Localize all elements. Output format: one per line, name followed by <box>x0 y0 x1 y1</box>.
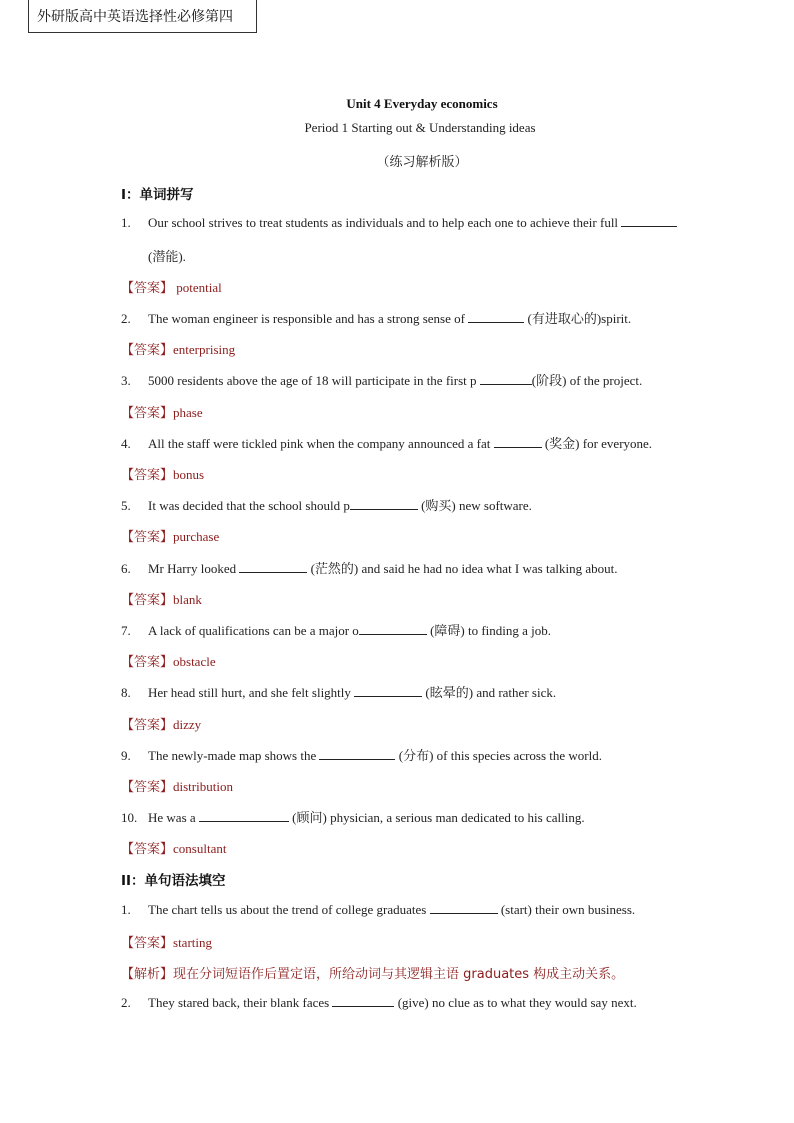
analysis-tag: 【解析】 <box>121 967 174 982</box>
question-text: They stared back, their blank faces <box>148 995 333 1010</box>
answer-tag: 【答案】 <box>121 718 174 733</box>
answer-tag: 【答案】 <box>121 530 174 545</box>
question-text: A lack of qualifications can be a major o <box>148 623 359 638</box>
grammar-answer-1 <box>121 932 212 951</box>
question-number: 10. <box>121 810 138 825</box>
answer-text: dizzy <box>173 717 202 732</box>
answer-text: purchase <box>173 529 220 544</box>
answer-tag: 【答案】 <box>121 406 174 421</box>
answer-10 <box>121 838 226 857</box>
version-label: （练习解析版） <box>376 155 468 170</box>
question-text: Mr Harry looked <box>148 561 240 576</box>
question-text-end: (阶段) of the project. <box>531 373 643 388</box>
question-2 <box>121 308 631 327</box>
question-text-end: (障碍) to finding a job. <box>426 623 552 638</box>
answer-text: starting <box>173 935 213 950</box>
answer-text: bonus <box>173 467 205 482</box>
answer-7 <box>121 651 216 670</box>
answer-tag: 【答案】 <box>121 593 174 608</box>
question-number: 6. <box>121 561 131 576</box>
answer-text: enterprising <box>173 342 236 357</box>
question-3 <box>121 370 642 389</box>
question-text-end: (茫然的) and said he had no idea what I was talking about. <box>307 561 618 576</box>
answer-blank <box>494 435 542 448</box>
answer-tag: 【答案】 <box>121 468 174 483</box>
answer-text: consultant <box>173 841 227 856</box>
question-text: 5000 residents above the age of 18 will participate in the first p <box>148 373 480 388</box>
answer-blank <box>350 497 418 510</box>
question-number: 9. <box>121 748 131 763</box>
question-8 <box>121 682 556 701</box>
answer-blank <box>621 214 677 227</box>
question-9 <box>121 745 602 764</box>
grammar-analysis-1 <box>121 963 624 982</box>
answer-blank <box>199 809 289 822</box>
answer-text: potential <box>173 280 222 295</box>
question-number: 7. <box>121 623 131 638</box>
document-header-label: 外研版高中英语选择性必修第四 <box>28 0 257 33</box>
question-text-end: (give) no clue as to what they would say next. <box>394 995 637 1010</box>
period-subtitle: Period 1 Starting out & Understanding ideas <box>304 120 536 135</box>
answer-5 <box>121 526 219 545</box>
answer-8 <box>121 714 201 733</box>
question-text: The chart tells us about the trend of college graduates <box>148 902 430 917</box>
answer-3 <box>121 402 203 421</box>
grammar-question-2 <box>121 994 637 1011</box>
grammar-question-1 <box>121 901 635 918</box>
question-text-end: (奖金) for everyone. <box>541 436 653 451</box>
question-number: 3. <box>121 373 131 388</box>
question-text: All the staff were tickled pink when the company announced a fat <box>148 436 494 451</box>
question-5 <box>121 495 532 514</box>
answer-text: distribution <box>173 779 233 794</box>
question-text: Our school strives to treat students as individuals and to help each one to achieve their full <box>148 215 622 230</box>
analysis-text: 现在分词短语作后置定语，所给动词与其逻辑主语 graduates 构成主动关系。 <box>173 967 625 982</box>
question-text-end: (顾问) physician, a serious man dedicated to his calling. <box>288 810 585 825</box>
answer-1 <box>121 277 222 296</box>
answer-4 <box>121 464 204 483</box>
question-text: The woman engineer is responsible and has a strong sense of <box>148 311 469 326</box>
answer-blank <box>430 901 498 914</box>
answer-blank <box>468 310 524 323</box>
question-number: 2. <box>121 995 131 1010</box>
question-number: 1. <box>121 215 131 230</box>
question-1 <box>121 214 677 231</box>
question-text-end: (眩晕的) and rather sick. <box>422 685 557 700</box>
question-1-continued: (潜能). <box>148 249 186 264</box>
unit-title: Unit 4 Everyday economics <box>346 96 498 111</box>
question-4 <box>121 433 652 452</box>
answer-blank <box>319 747 395 760</box>
answer-tag: 【答案】 <box>121 343 174 358</box>
answer-tag: 【答案】 <box>121 281 174 296</box>
answer-blank <box>332 994 394 1007</box>
answer-2 <box>121 339 235 358</box>
answer-tag: 【答案】 <box>121 842 174 857</box>
question-text: He was a <box>148 810 199 825</box>
question-text: Her head still hurt, and she felt slightly <box>148 685 355 700</box>
question-7 <box>121 620 551 639</box>
question-6 <box>121 558 617 577</box>
answer-6 <box>121 589 202 608</box>
section-heading-grammar: II：单句语法填空 <box>121 873 226 889</box>
question-number: 1. <box>121 902 131 917</box>
answer-text: phase <box>173 405 203 420</box>
answer-blank <box>239 560 307 573</box>
question-text: The newly-made map shows the <box>148 748 320 763</box>
answer-tag: 【答案】 <box>121 655 174 670</box>
question-text-end: (分布) of this species across the world. <box>395 748 602 763</box>
answer-tag: 【答案】 <box>121 936 174 951</box>
question-number: 8. <box>121 685 131 700</box>
section-heading-spelling: I：单词拼写 <box>121 187 194 203</box>
answer-blank <box>359 622 427 635</box>
question-10 <box>121 807 585 826</box>
answer-text: obstacle <box>173 654 216 669</box>
question-number: 2. <box>121 311 131 326</box>
answer-tag: 【答案】 <box>121 780 174 795</box>
answer-blank <box>354 684 422 697</box>
answer-text: blank <box>173 592 202 607</box>
question-text-end: (有进取心的)spirit. <box>524 311 632 326</box>
question-text: It was decided that the school should p <box>148 498 350 513</box>
answer-9 <box>121 776 233 795</box>
question-text-end: (start) their own business. <box>497 902 636 917</box>
question-number: 5. <box>121 498 131 513</box>
question-text-end: (购买) new software. <box>417 498 532 513</box>
answer-blank <box>480 372 532 385</box>
question-number: 4. <box>121 436 131 451</box>
